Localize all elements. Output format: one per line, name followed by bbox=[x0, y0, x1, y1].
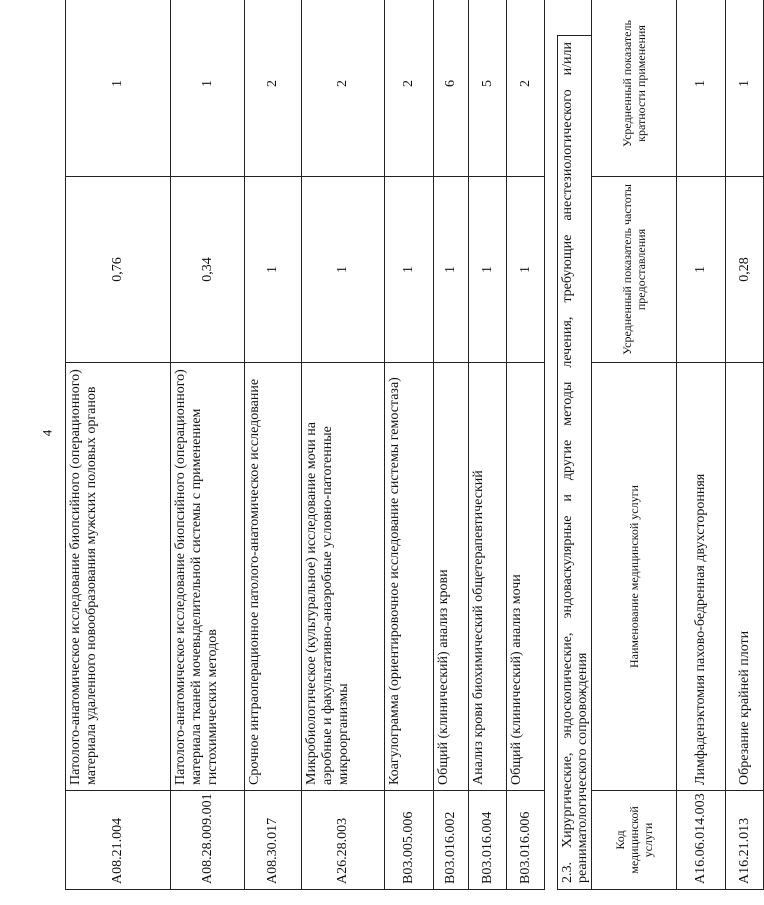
header-multiplicity: Усредненный показатель кратности применения bbox=[592, 0, 677, 177]
table-row bbox=[245, 0, 302, 890]
service-name: Общий (клинический) анализ крови bbox=[434, 363, 469, 791]
service-code: A08.30.017 bbox=[245, 791, 302, 890]
service-name: Коагулограмма (ориентировочное исследование системы гемостаза) bbox=[385, 363, 434, 791]
multiplicity-value: 6 bbox=[434, 0, 469, 177]
table-row bbox=[385, 0, 434, 890]
frequency-value: 0,28 bbox=[726, 177, 764, 363]
frequency-value: 0,34 bbox=[171, 177, 245, 363]
service-code: B03.016.004 bbox=[469, 791, 507, 890]
multiplicity-value: 5 bbox=[469, 0, 507, 177]
service-code: A16.06.014.003 bbox=[677, 791, 726, 890]
multiplicity-value: 2 bbox=[385, 0, 434, 177]
table-row bbox=[469, 0, 507, 890]
service-name: Общий (клинический) анализ мочи bbox=[507, 363, 545, 791]
table-row bbox=[171, 0, 245, 890]
table-header-row bbox=[592, 0, 677, 890]
service-name: Анализ крови биохимический общетерапевтический bbox=[469, 363, 507, 791]
table-row bbox=[302, 0, 385, 890]
header-name: Наименование медицинской услуги bbox=[592, 363, 677, 791]
frequency-value: 1 bbox=[469, 177, 507, 363]
rotated-content bbox=[65, 20, 752, 890]
service-name: Патолого-анатомическое исследование биопсийного (операционного) материала удаленного новообразования мужских половых органов bbox=[66, 363, 171, 791]
frequency-value: 0,76 bbox=[66, 177, 171, 363]
multiplicity-value: 1 bbox=[726, 0, 764, 177]
table-row bbox=[677, 0, 726, 890]
multiplicity-value: 2 bbox=[507, 0, 545, 177]
frequency-value: 1 bbox=[302, 177, 385, 363]
frequency-value: 1 bbox=[385, 177, 434, 363]
frequency-value: 1 bbox=[245, 177, 302, 363]
service-name: Микробиологическое (культуральное) исследование мочи на аэробные и факультативно-анаэробные условно-патогенные микроорганизмы bbox=[302, 363, 385, 791]
multiplicity-value: 1 bbox=[677, 0, 726, 177]
service-name: Патолого-анатомическое исследование биопсийного (операционного) материала тканей мочевыделительной системы с применением гистохимических методов bbox=[171, 363, 245, 791]
multiplicity-value: 1 bbox=[66, 0, 171, 177]
frequency-value: 1 bbox=[434, 177, 469, 363]
table-body bbox=[66, 0, 545, 890]
services-table-surgery bbox=[591, 0, 764, 890]
page-number: 4 bbox=[39, 429, 55, 437]
service-code: A26.28.003 bbox=[302, 791, 385, 890]
services-table-lab bbox=[65, 0, 545, 890]
frequency-value: 1 bbox=[507, 177, 545, 363]
header-code: Код медицинской услуги bbox=[592, 791, 677, 890]
service-code: B03.005.006 bbox=[385, 791, 434, 890]
service-name: Лимфаденэктомия пахово-бедренная двухсторонняя bbox=[677, 363, 726, 791]
table-row bbox=[434, 0, 469, 890]
service-name: Обрезание крайней плоти bbox=[726, 363, 764, 791]
service-code: A08.28.009.001 bbox=[171, 791, 245, 890]
table-row bbox=[726, 0, 764, 890]
multiplicity-value: 2 bbox=[245, 0, 302, 177]
multiplicity-value: 1 bbox=[171, 0, 245, 177]
service-code: B03.016.006 bbox=[507, 791, 545, 890]
table-row bbox=[507, 0, 545, 890]
service-code: A08.21.004 bbox=[66, 791, 171, 890]
service-name: Срочное интраоперационное патолого-анатомическое исследование bbox=[245, 363, 302, 791]
service-code: A16.21.013 bbox=[726, 791, 764, 890]
service-code: B03.016.002 bbox=[434, 791, 469, 890]
frequency-value: 1 bbox=[677, 177, 726, 363]
section-title: 2.3. Хирургические, эндоскопические, эндоваскулярные и другие методы лечения, требующие анестезиологического и/или реаниматологического сопровождения bbox=[557, 35, 591, 890]
header-frequency: Усредненный показатель частоты предоставления bbox=[592, 177, 677, 363]
multiplicity-value: 2 bbox=[302, 0, 385, 177]
table-row bbox=[66, 0, 171, 890]
